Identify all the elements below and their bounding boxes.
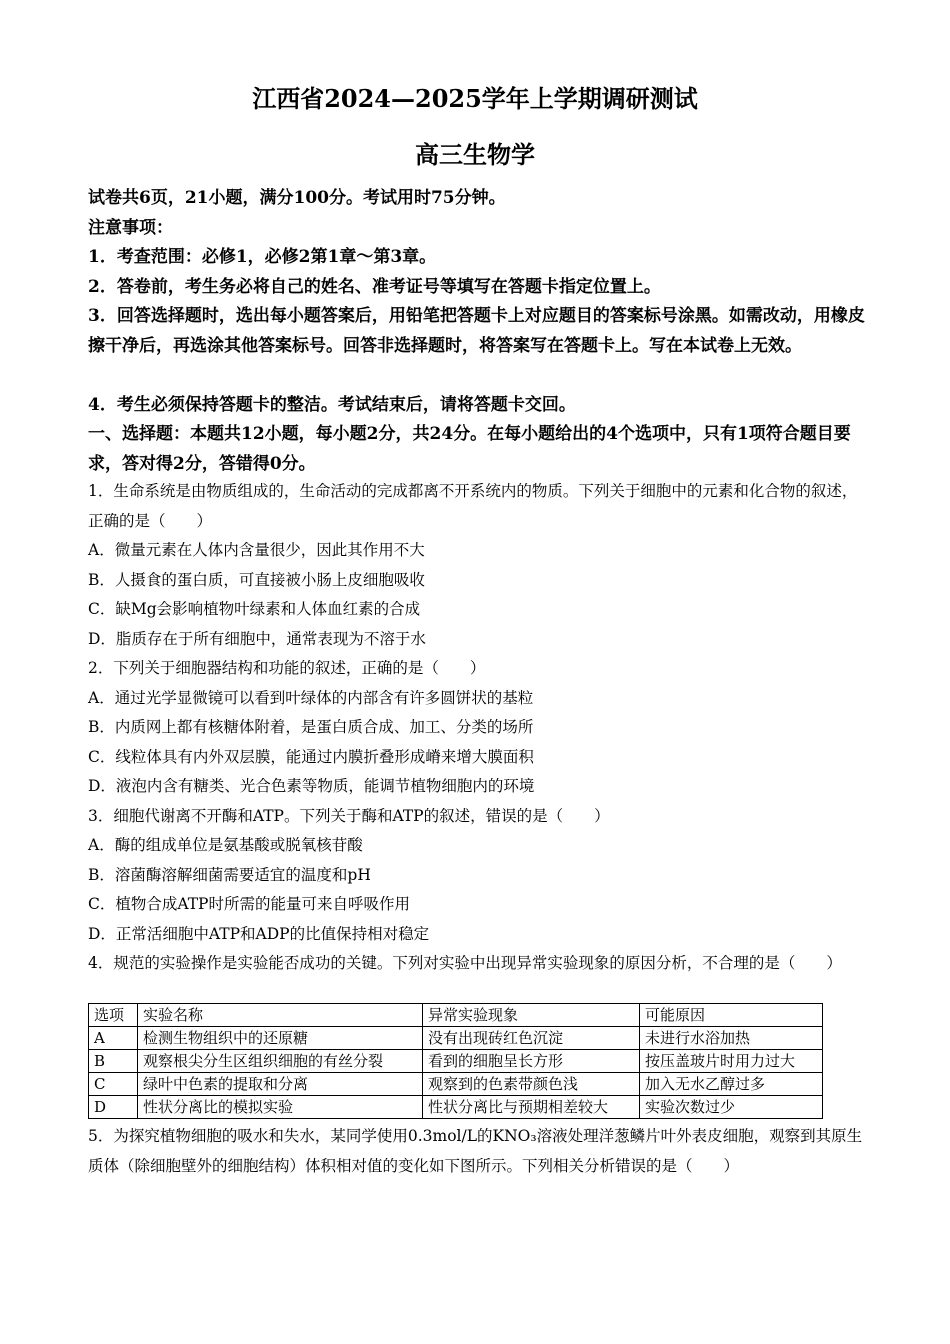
option-b: B．溶菌酶溶解细菌需要适宜的温度和pH [88,865,371,884]
table-cell: A [89,1027,138,1050]
option-b: B．人摄食的蛋白质，可直接被小肠上皮细胞吸收 [88,570,425,589]
exam-title: 江西省2024—2025学年上学期调研测试 [252,84,698,113]
table-row [89,1096,823,1119]
option-d: D．脂质存在于所有细胞中，通常表现为不溶于水 [88,629,426,648]
table-cell: 检测生物组织中的还原糖 [138,1027,423,1050]
table-cell: 加入无水乙醇过多 [640,1073,823,1096]
instructions [88,184,868,479]
option-c: C．线粒体具有内外双层膜，能通过内膜折叠形成嵴来增大膜面积 [88,747,534,766]
option-c: C．缺Mg会影响植物叶绿素和人体血红素的合成 [88,600,421,618]
question-stem: 1．生命系统是由物质组成的，生命活动的完成都离不开系统内的物质。下列关于细胞中的元素和化合物的叙述，正确的是（ ） [88,482,858,530]
questions-1-3 [88,477,868,1008]
table-cell: 没有出现砖红色沉淀 [423,1027,640,1050]
table-header: 可能原因 [640,1004,823,1027]
table-cell: 性状分离比的模拟实验 [138,1096,423,1119]
table-row [89,1050,823,1073]
option-b: B．内质网上都有核糖体附着，是蛋白质合成、加工、分类的场所 [88,718,534,736]
section-heading: 一、选择题：本题共12小题，每小题2分，共24分。在每小题给出的4个选项中，只有1项符合题目要求，答对得2分，答错得0分。 [88,424,851,474]
notice-item: 4．考生必须保持答题卡的整洁。考试结束后，请将答题卡交回。 [88,394,576,415]
table-header: 异常实验现象 [423,1004,640,1027]
exam-intro: 试卷共6页，21小题，满分100分。考试用时75分钟。 [88,188,506,208]
table-cell: 性状分离比与预期相差较大 [423,1096,640,1119]
exam-subject: 高三生物学 [415,140,535,169]
table-cell: 观察到的色素带颜色浅 [423,1073,640,1096]
notice-item: 2．答卷前，考生务必将自己的姓名、准考证号等填写在答题卡指定位置上。 [88,276,661,297]
table-cell: 观察根尖分生区组织细胞的有丝分裂 [138,1050,423,1073]
table-cell: D [89,1096,138,1119]
question-stem: 3．细胞代谢离不开酶和ATP。下列关于酶和ATP的叙述，错误的是（ ） [88,806,610,825]
table-cell: 实验次数过少 [640,1096,823,1119]
table-row [89,1027,823,1050]
option-a: A．微量元素在人体内含量很少，因此其作用不大 [88,541,425,559]
table-cell: 按压盖玻片时用力过大 [640,1050,823,1073]
notice-item: 3．回答选择题时，选出每小题答案后，用铅笔把答题卡上对应题目的答案标号涂黑。如需改动，用橡皮擦干净后，再选涂其他答案标号。回答非选择题时，将答案写在答题卡上。写在本试卷上无效。 [88,306,865,356]
table-cell: 看到的细胞呈长方形 [423,1050,640,1073]
experiment-table [88,1003,823,1119]
table-row [89,1073,823,1096]
table-header: 选项 [89,1004,138,1027]
option-a: A．通过光学显微镜可以看到叶绿体的内部含有许多圆饼状的基粒 [88,688,534,707]
question-5 [88,1122,868,1181]
option-a: A．酶的组成单位是氨基酸或脱氧核苷酸 [88,836,363,854]
option-d: D．正常活细胞中ATP和ADP的比值保持相对稳定 [88,924,430,943]
table-header-row [89,1004,823,1027]
table-cell: 未进行水浴加热 [640,1027,823,1050]
table-cell: 绿叶中色素的提取和分离 [138,1073,423,1096]
option-d: D．液泡内含有糖类、光合色素等物质，能调节植物细胞内的环境 [88,777,535,795]
table-header: 实验名称 [138,1004,423,1027]
table-cell: C [89,1073,138,1096]
question-stem: 2．下列关于细胞器结构和功能的叙述，正确的是（ ） [88,659,486,677]
notice-item: 1．考查范围：必修1，必修2第1章～第3章。 [88,247,437,267]
question-stem: 5．为探究植物细胞的吸水和失水，某同学使用0.3mol/L的KNO₃溶液处理洋葱鳞片叶外表皮细胞，观察到其原生质体（除细胞壁外的细胞结构）体积相对值的变化如下图所示。下列相关分析错误的是（ ） [88,1127,863,1175]
notice-heading: 注意事项： [88,217,173,238]
question-stem: 4．规范的实验操作是实验能否成功的关键。下列对实验中出现异常实验现象的原因分析，不合理的是（ ） [88,954,842,972]
table-cell: B [89,1050,138,1073]
option-c: C．植物合成ATP时所需的能量可来自呼吸作用 [88,895,410,913]
